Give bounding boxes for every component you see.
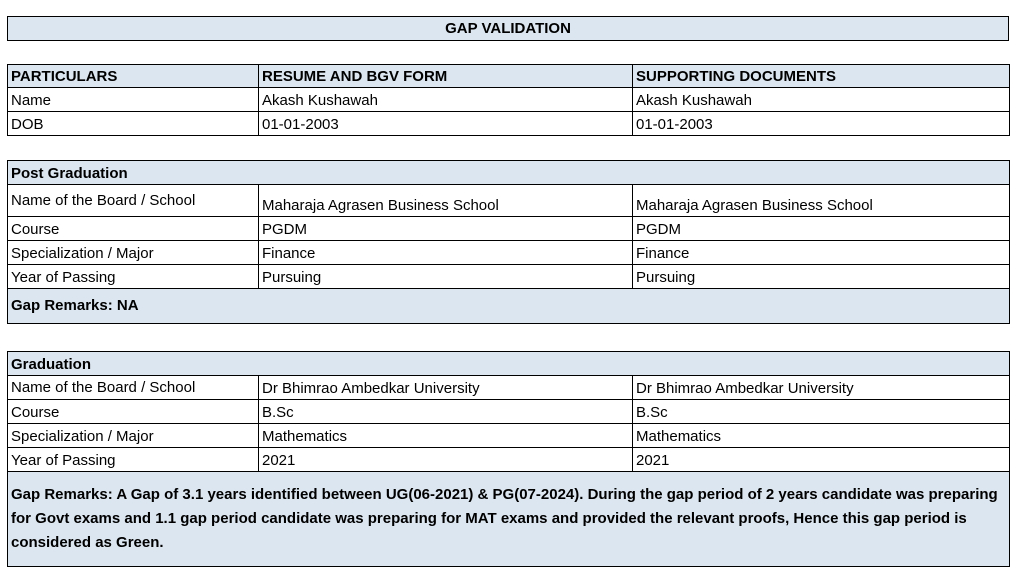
table-row [8,424,1010,448]
resume-value: Finance [259,241,633,265]
gap-remarks: Gap Remarks: NA [8,289,1010,324]
page-title: GAP VALIDATION [8,17,1009,41]
resume-value: Mathematics [259,424,633,448]
header-particulars: PARTICULARS [8,65,259,88]
row-label: Year of Passing [8,265,259,289]
table-row [8,185,1010,217]
docs-value: Akash Kushawah [633,88,1010,112]
row-label: Name of the Board / School [8,185,259,217]
resume-value: Maharaja Agrasen Business School [259,185,633,217]
row-label: Specialization / Major [8,241,259,265]
docs-value: Pursuing [633,265,1010,289]
row-label: DOB [8,112,259,136]
row-label: Year of Passing [8,448,259,472]
table-row [8,241,1010,265]
table-row [8,376,1010,400]
table-row [8,112,1010,136]
remarks-row [8,289,1010,324]
title-block [7,16,1009,41]
personal-details-table [7,64,1009,136]
graduation-table [7,351,1009,567]
header-supporting-docs: SUPPORTING DOCUMENTS [633,65,1010,88]
gap-remarks: Gap Remarks: A Gap of 3.1 years identified between UG(06-2021) & PG(07-2024). During the gap period of 2 years candidate was preparing for Govt exams and 1.1 gap period candidate was preparing for MAT exams and provided the relevant proofs, Hence this gap period is considered as Green. [8,472,1010,567]
docs-value: Mathematics [633,424,1010,448]
section-title: Graduation [8,352,1010,376]
resume-value: Akash Kushawah [259,88,633,112]
post-graduation-table [7,160,1009,324]
header-resume-bgv: RESUME AND BGV FORM [259,65,633,88]
docs-value: B.Sc [633,400,1010,424]
header-row [8,65,1010,88]
resume-value: PGDM [259,217,633,241]
resume-value: 2021 [259,448,633,472]
table-row [8,448,1010,472]
row-label: Specialization / Major [8,424,259,448]
row-label: Course [8,400,259,424]
section-header-row [8,161,1010,185]
table-row [8,400,1010,424]
resume-value: Dr Bhimrao Ambedkar University [259,376,633,400]
row-label: Name of the Board / School [8,376,259,400]
docs-value: Dr Bhimrao Ambedkar University [633,376,1010,400]
resume-value: 01-01-2003 [259,112,633,136]
table-row [8,217,1010,241]
section-header-row [8,352,1010,376]
table-row [8,88,1010,112]
table-row [8,265,1010,289]
resume-value: Pursuing [259,265,633,289]
docs-value: 2021 [633,448,1010,472]
docs-value: PGDM [633,217,1010,241]
resume-value: B.Sc [259,400,633,424]
docs-value: 01-01-2003 [633,112,1010,136]
docs-value: Finance [633,241,1010,265]
row-label: Name [8,88,259,112]
section-title: Post Graduation [8,161,1010,185]
row-label: Course [8,217,259,241]
docs-value: Maharaja Agrasen Business School [633,185,1010,217]
remarks-row [8,472,1010,567]
